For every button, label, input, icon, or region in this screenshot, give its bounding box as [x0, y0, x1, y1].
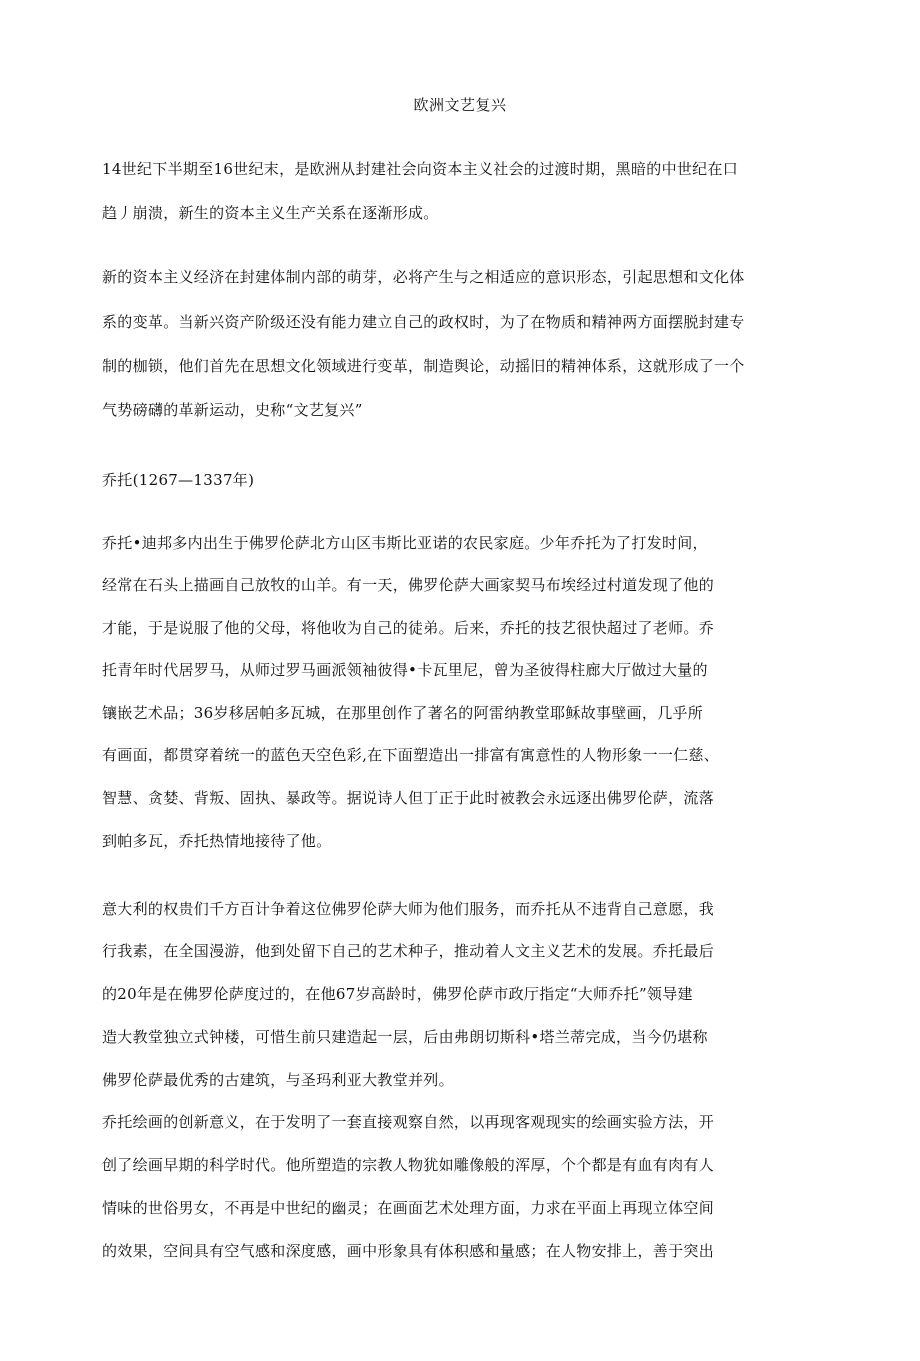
giotto-bio-line-1: 乔托•迪邦多内出生于佛罗伦萨北方山区韦斯比亚诺的农民家庭。少年乔托为了打发时间， — [102, 534, 708, 552]
giotto-bio-line-2: 经常在石头上描画自己放牧的山羊。有一天，佛罗伦萨大画家契马布埃经过村道发现了他的 — [102, 576, 715, 594]
intro-line-1: 14世纪下半期至16世纪末，是欧洲从封建社会向资本主义社会的过渡时期，黑暗的中世纪在口 — [102, 160, 739, 178]
background-line-3: 制的枷锁，他们首先在思想文化领域进行变革，制造舆论，动摇旧的精神体系，这就形成了一个 — [102, 357, 745, 375]
giotto-bio-line-6: 有画面，都贯穿着统一的蓝色天空色彩,在下面塑造出一排富有寓意性的人物形象一一仁慈、 — [102, 746, 720, 764]
giotto-bio-line-4: 托青年时代居罗马，从师过罗马画派领袖彼得•卡瓦里尼，曾为圣彼得柱廊大厅做过大量的 — [102, 661, 708, 679]
giotto-significance-line-4: 的效果，空间具有空气感和深度感，画中形象具有体积感和量感；在人物安排上，善于突出 — [102, 1242, 715, 1260]
giotto-bio-line-8: 到帕多瓦，乔托热情地接待了他。 — [102, 832, 332, 850]
background-line-2: 系的变革。当新兴资产阶级还没有能力建立自己的政权时，为了在物质和精神两方面摆脱封建专 — [102, 313, 745, 331]
giotto-later-line-4: 造大教堂独立式钟楼，可惜生前只建造起一层，后由弗朗切斯科•塔兰蒂完成，当今仍堪称 — [102, 1028, 708, 1046]
giotto-later-line-1: 意大利的权贵们千方百计争着这位佛罗伦萨大师为他们服务，而乔托从不违背自己意愿，我 — [102, 900, 715, 918]
background-line-1: 新的资本主义经济在封建体制内部的萌芽，必将产生与之相适应的意识形态，引起思想和文化体 — [102, 268, 745, 286]
giotto-bio-line-5: 镶嵌艺术品；36岁移居帕多瓦城，在那里创作了著名的阿雷纳教堂耶稣故事壁画，几乎所 — [102, 704, 704, 722]
giotto-significance-line-2: 创了绘画早期的科学时代。他所塑造的宗教人物犹如雕像般的浑厚，个个都是有血有肉有人 — [102, 1156, 715, 1174]
giotto-later-line-5: 佛罗伦萨最优秀的古建筑，与圣玛利亚大教堂并列。 — [102, 1071, 454, 1089]
giotto-bio-line-3: 才能，于是说服了他的父母，将他收为自己的徒弟。后来，乔托的技艺很快超过了老师。乔 — [102, 619, 715, 637]
giotto-heading: 乔托(1267—1337年) — [102, 471, 255, 489]
giotto-later-line-2: 行我素，在全国漫游，他到处留下自己的艺术种子，推动着人文主义艺术的发展。乔托最后 — [102, 942, 715, 960]
giotto-bio-line-7: 智慧、贪婪、背叛、固执、暴政等。据说诗人但丁正于此时被教会永远逐出佛罗伦萨，流落 — [102, 789, 715, 807]
intro-line-2: 趋丿崩溃，新生的资本主义生产关系在逐渐形成。 — [102, 204, 439, 222]
giotto-significance-line-1: 乔托绘画的创新意义，在于发明了一套直接观察自然，以再现客观现实的绘画实验方法，开 — [102, 1113, 715, 1131]
giotto-later-line-3: 的20年是在佛罗伦萨度过的，在他67岁高龄时，佛罗伦萨市政厅指定“大师乔托”领导建 — [102, 985, 693, 1003]
document-title: 欧洲文艺复兴 — [413, 96, 507, 114]
background-line-4: 气势磅礴的革新运动，史称“文艺复兴” — [102, 401, 363, 419]
giotto-significance-line-3: 情味的世俗男女，不再是中世纪的幽灵；在画面艺术处理方面，力求在平面上再现立体空间 — [102, 1199, 715, 1217]
